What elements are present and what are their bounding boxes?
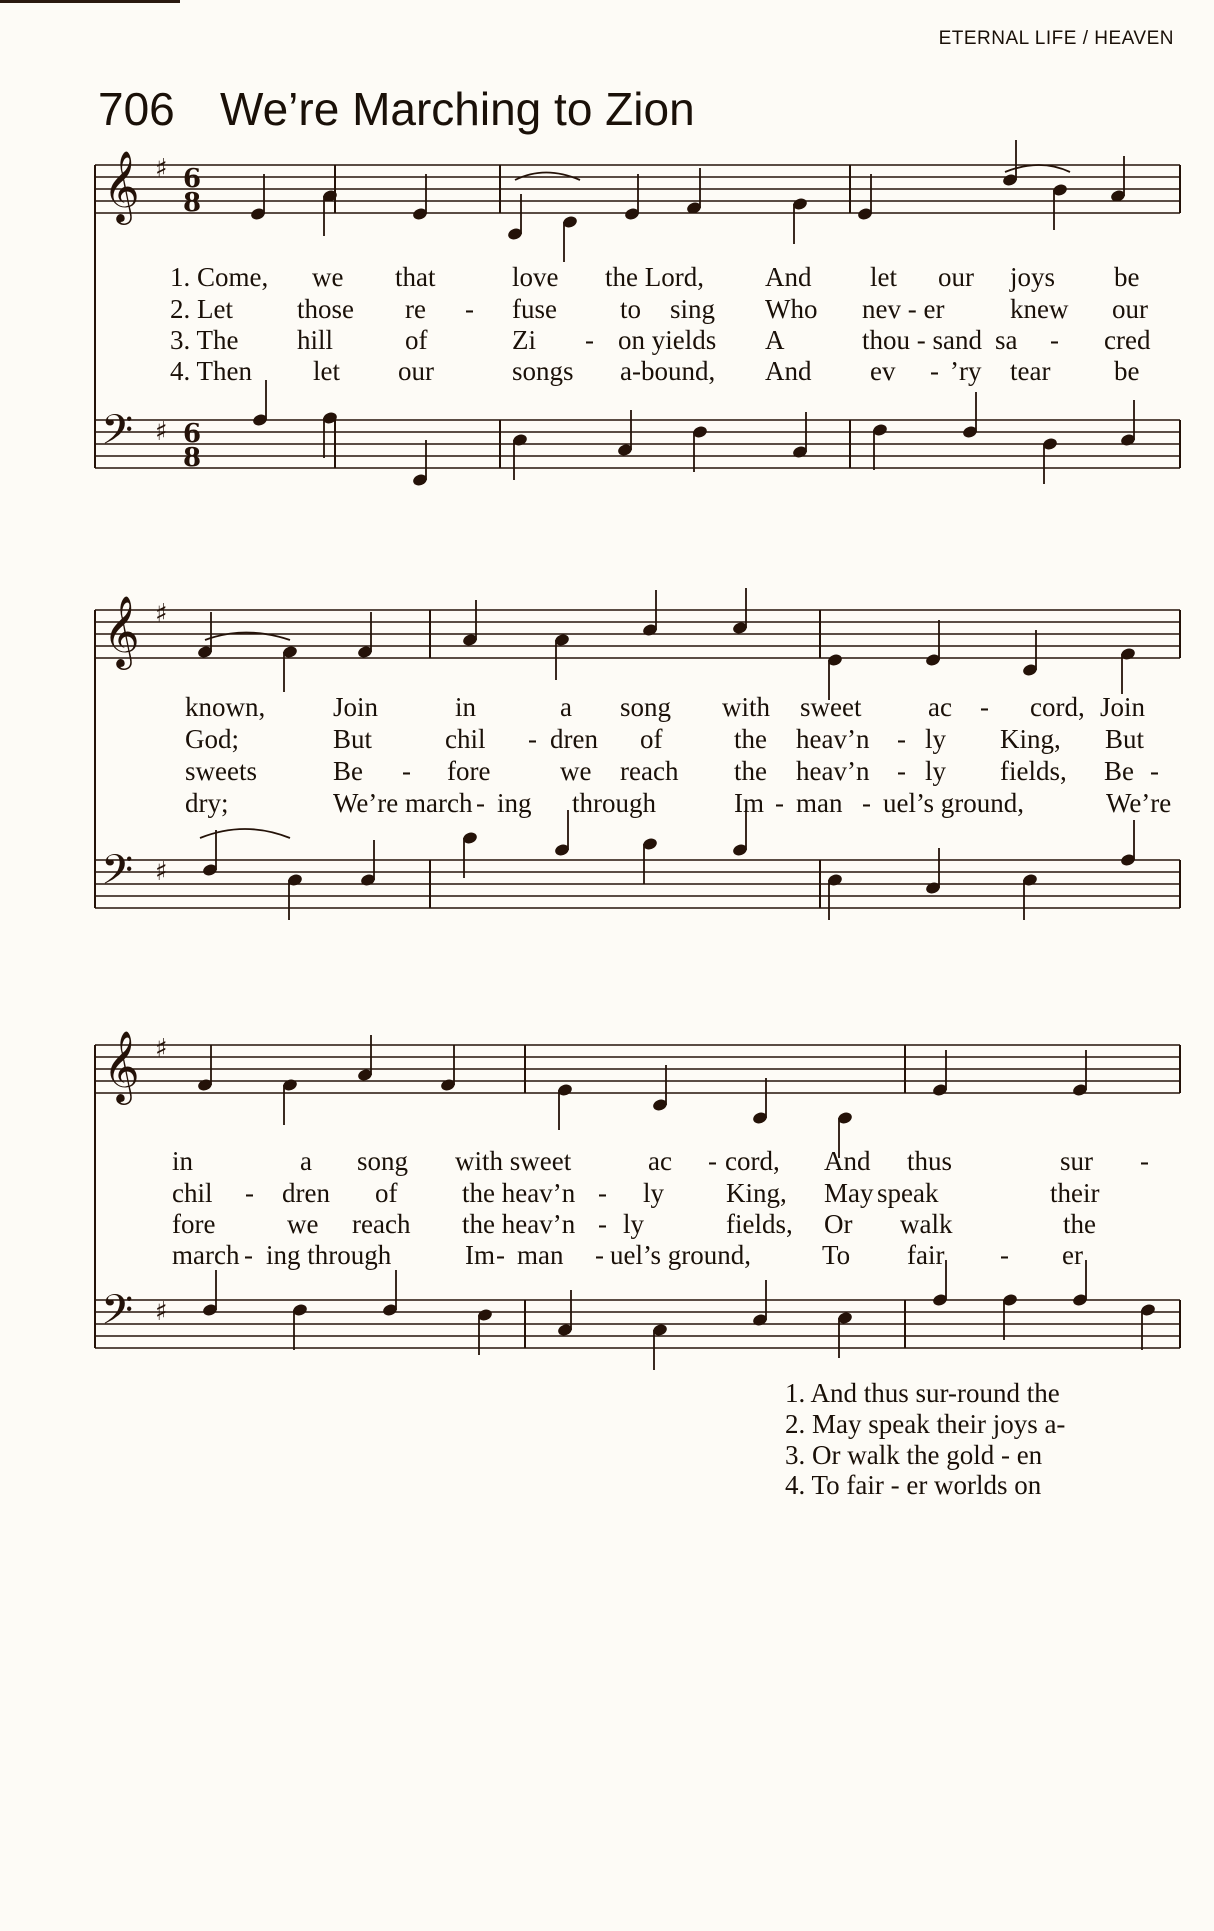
lyric-syllable: be [1114, 356, 1140, 386]
lyric-syllable: - [496, 1240, 505, 1270]
lyric-syllable: - [930, 356, 939, 386]
lyric-syllable: ’ry [950, 356, 982, 386]
lyric-syllable: song [357, 1146, 409, 1176]
lyric-syllable: cred [1104, 325, 1151, 355]
lyric-syllable: on yields [618, 325, 717, 355]
bass-clef-icon: 𝄢 [101, 1286, 134, 1344]
lyric-syllable: ly [925, 724, 947, 754]
lyric-syllable: the heav’n [462, 1178, 576, 1208]
lyric-syllable: love [512, 262, 559, 292]
lyric-syllable: - [598, 1178, 607, 1208]
lyric-syllable: God; [185, 724, 239, 754]
treble-clef-icon: 𝄞 [103, 1029, 140, 1102]
lyric-syllable: May [824, 1178, 874, 1208]
lyric-syllable: 3. The [170, 325, 239, 355]
lyric-syllable: the Lord, [605, 262, 704, 292]
lyric-syllable: speak [877, 1178, 939, 1208]
sharp-icon: ♯ [155, 154, 168, 184]
bass-clef-icon: 𝄢 [101, 406, 134, 464]
lyric-syllable: in [455, 692, 477, 722]
tie [200, 829, 290, 838]
lyric-syllable: Be [1104, 756, 1134, 786]
lyric-syllable: knew [1010, 294, 1069, 324]
lyric-syllable: - [897, 724, 906, 754]
lyric-syllable: And [824, 1146, 871, 1176]
refrain-lyric-line: 2. May speak their joys a- [785, 1409, 1066, 1439]
lyric-syllable: ly [623, 1209, 645, 1239]
lyric-syllable: ing [497, 788, 532, 818]
lyric-syllable: fore [447, 756, 491, 786]
lyric-syllable: - [402, 756, 411, 786]
lyric-syllable: ing through [266, 1240, 392, 1270]
lyric-syllable: those [297, 294, 354, 324]
sharp-icon: ♯ [155, 417, 168, 447]
lyric-syllable: ac [928, 692, 952, 722]
lyric-syllable: we [287, 1209, 319, 1239]
lyric-syllable: reach [352, 1209, 411, 1239]
lyric-syllable: sa [995, 325, 1018, 355]
lyric-syllable: man [796, 788, 843, 818]
lyric-syllable: - [595, 1240, 604, 1270]
lyric-syllable: er [1062, 1240, 1083, 1270]
sharp-icon: ♯ [155, 857, 168, 887]
lyric-syllable: fuse [512, 294, 557, 324]
lyric-syllable: nev - er [862, 294, 945, 324]
lyric-syllable: our [938, 262, 974, 292]
lyric-syllable: joys [1010, 262, 1056, 292]
lyric-syllable: And [765, 356, 812, 386]
lyric-syllable: we [312, 262, 344, 292]
refrain-lyric-line: 1. And thus sur-round the [785, 1378, 1060, 1408]
lyric-syllable: thus [907, 1146, 953, 1176]
lyric-syllable: re [405, 294, 426, 324]
lyric-syllable: to [620, 294, 642, 324]
lyric-syllable: 2. Let [170, 294, 233, 324]
lyric-syllable: hill [297, 325, 334, 355]
lyric-syllable: - [476, 788, 485, 818]
lyric-syllable: - [1140, 1146, 1149, 1176]
lyric-syllable: - [245, 1178, 254, 1208]
refrain-lyric-line: 3. Or walk the gold - en [785, 1440, 1043, 1470]
lyric-syllable: - [897, 756, 906, 786]
lyric-syllable: - [1050, 325, 1059, 355]
lyric-syllable: Join [1100, 692, 1146, 722]
lyric-syllable: Or [824, 1209, 853, 1239]
lyric-syllable: heav’n [796, 756, 870, 786]
lyric-syllable: ly [925, 756, 947, 786]
lyric-syllable: fair [907, 1240, 945, 1270]
lyric-syllable: 1. Come, [170, 262, 269, 292]
lyric-syllable: Zi [512, 325, 536, 355]
lyric-syllable: Who [765, 294, 818, 324]
lyric-syllable: with [722, 692, 771, 722]
lyric-syllable: known, [185, 692, 266, 722]
sharp-icon: ♯ [155, 1034, 168, 1064]
lyric-syllable: man [517, 1240, 564, 1270]
lyric-syllable: dren [550, 724, 598, 754]
lyric-syllable: songs [512, 356, 574, 386]
lyric-syllable: of [375, 1178, 398, 1208]
lyric-syllable: heav’n [796, 724, 870, 754]
lyric-syllable: ac [648, 1146, 672, 1176]
lyric-syllable: 4. Then [170, 356, 252, 386]
lyric-syllable: through [572, 788, 656, 818]
lyric-syllable: uel’s ground, [883, 788, 1024, 818]
lyric-syllable: - [585, 325, 594, 355]
lyric-syllable: Im [734, 788, 764, 818]
lyric-syllable: fore [172, 1209, 216, 1239]
lyric-syllable: - [1150, 756, 1159, 786]
lyric-syllable: the heav’n [462, 1209, 576, 1239]
lyric-syllable: sweets [185, 756, 257, 786]
lyric-syllable: - [598, 1209, 607, 1239]
bass-clef-icon: 𝄢 [101, 846, 134, 904]
lyric-syllable: let [870, 262, 897, 292]
lyric-syllable: ly [643, 1178, 665, 1208]
lyric-syllable: be [1114, 262, 1140, 292]
lyric-syllable: that [395, 262, 436, 292]
lyric-syllable: sing [670, 294, 716, 324]
lyric-syllable: our [398, 356, 434, 386]
lyric-syllable: the [1063, 1209, 1096, 1239]
lyric-syllable: of [405, 325, 428, 355]
lyric-syllable: the [734, 756, 767, 786]
lyric-syllable: We’re [1106, 788, 1172, 818]
lyric-syllable: let [313, 356, 340, 386]
time-signature-bottom: 8 [183, 443, 202, 473]
lyric-syllable: ev [870, 356, 896, 386]
lyric-syllable: - [980, 692, 989, 722]
lyric-syllable: fields, [1000, 756, 1067, 786]
lyric-syllable: in [172, 1146, 194, 1176]
lyric-syllable: a [300, 1146, 312, 1176]
lyric-syllable: - [244, 1240, 253, 1270]
lyric-syllable: Im [465, 1240, 495, 1270]
lyric-syllable: sweet [800, 692, 862, 722]
lyric-syllable: But [1105, 724, 1145, 754]
hymn-title: We’re Marching to Zion [220, 83, 695, 135]
lyric-syllable: we [560, 756, 592, 786]
lyric-syllable: chil [172, 1178, 213, 1208]
lyric-syllable: uel’s ground, [610, 1240, 751, 1270]
lyric-syllable: a-bound, [620, 356, 716, 386]
lyric-syllable: their [1050, 1178, 1100, 1208]
lyric-syllable: of [640, 724, 663, 754]
lyric-syllable: A [765, 325, 785, 355]
hymn-number: 706 [98, 83, 175, 135]
lyric-syllable: sur [1060, 1146, 1093, 1176]
tie [1005, 165, 1070, 172]
lyric-syllable: - [775, 788, 784, 818]
lyric-syllable: walk [900, 1209, 953, 1239]
lyric-syllable: song [620, 692, 672, 722]
lyric-syllable: the [734, 724, 767, 754]
time-signature-top: 6 [183, 419, 202, 449]
lyric-syllable: with sweet [455, 1146, 572, 1176]
lyric-syllable: - [465, 294, 474, 324]
sharp-icon: ♯ [155, 1297, 168, 1327]
lyric-syllable: But [333, 724, 373, 754]
lyric-syllable: thou - sand [862, 325, 982, 355]
lyric-syllable: Be [333, 756, 363, 786]
lyric-syllable: cord, [1030, 692, 1085, 722]
lyric-syllable: our [1112, 294, 1148, 324]
time-signature-top: 6 [183, 164, 202, 194]
lyric-syllable: - [1000, 1240, 1009, 1270]
lyric-syllable: To [822, 1240, 851, 1270]
lyric-syllable: a [560, 692, 572, 722]
time-signature-bottom: 8 [183, 188, 202, 218]
refrain-lyric-line: 4. To fair - er worlds on [785, 1470, 1042, 1500]
treble-clef-icon: 𝄞 [103, 594, 140, 667]
lyric-syllable: reach [620, 756, 679, 786]
lyric-syllable: And [765, 262, 812, 292]
lyric-syllable: dren [282, 1178, 330, 1208]
treble-clef-icon: 𝄞 [103, 149, 140, 222]
lyric-syllable: - [708, 1146, 717, 1176]
section-header: ETERNAL LIFE / HEAVEN [938, 28, 1174, 49]
lyric-syllable: march [172, 1240, 240, 1270]
lyric-syllable: tear [1010, 356, 1051, 386]
sharp-icon: ♯ [155, 599, 168, 629]
lyric-syllable: cord, [725, 1146, 780, 1176]
lyric-syllable: We’re march [333, 788, 473, 818]
lyric-syllable: - [862, 788, 871, 818]
lyric-syllable: King, [1000, 724, 1061, 754]
lyric-syllable: King, [726, 1178, 787, 1208]
lyric-syllable: - [528, 724, 537, 754]
lyric-syllable: fields, [726, 1209, 793, 1239]
lyric-syllable: chil [445, 724, 486, 754]
lyric-syllable: Join [333, 692, 379, 722]
lyric-syllable: dry; [185, 788, 229, 818]
